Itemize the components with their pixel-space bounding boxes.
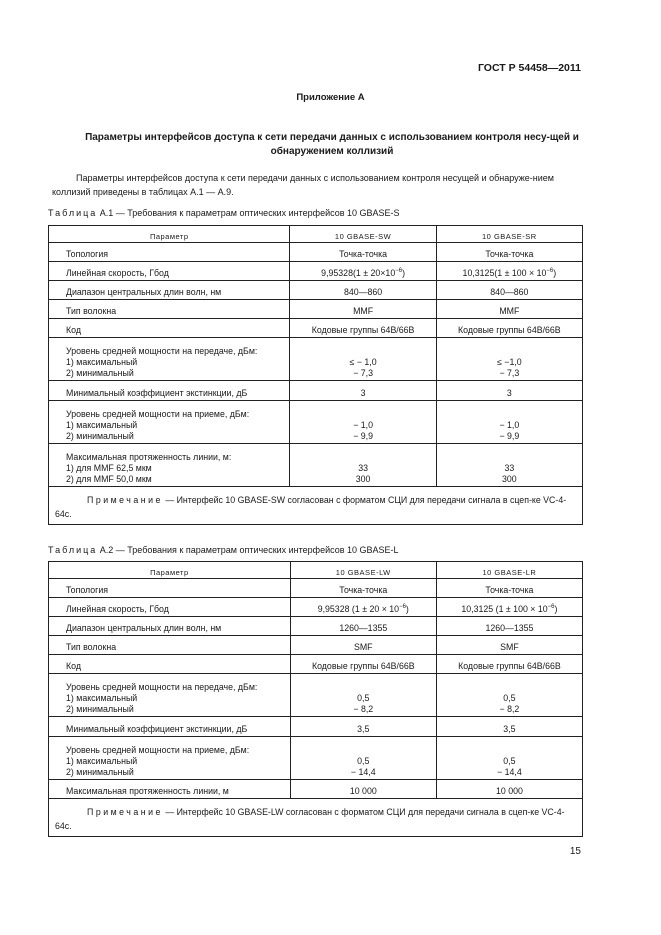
table-row: [49, 243, 583, 262]
param-cell: Линейная скорость, Гбод: [49, 262, 290, 281]
table-row: [49, 655, 583, 674]
value-cell: Кодовые группы 64B/66B: [436, 655, 582, 674]
value-cell: Кодовые группы 64B/66B: [436, 319, 582, 338]
param-cell: Тип волокна: [49, 300, 290, 319]
param-cell: Линейная скорость, Гбод: [49, 598, 291, 617]
table2-header-param: Параметр: [49, 562, 291, 579]
param-title: Уровень средней мощности на передаче, дБм:: [66, 682, 258, 692]
value-min: − 7,3: [499, 368, 520, 378]
value-text-end: ): [405, 604, 409, 614]
value-text-end: ): [402, 268, 405, 278]
value-1: 33: [358, 463, 368, 473]
note-lead: Примечание: [87, 807, 163, 817]
value-2: 300: [502, 474, 517, 484]
param-title: Уровень средней мощности на передаче, дБм:: [66, 346, 258, 356]
param-title: Уровень средней мощности на приеме, дБм:: [66, 745, 250, 755]
table-row: [49, 319, 583, 338]
value-max: 0,5: [357, 756, 370, 766]
value-max: ≤ −1,0: [497, 357, 522, 367]
table2-caption: [48, 545, 399, 555]
value-cell: 3,5: [290, 717, 436, 737]
value-min: − 9,9: [353, 431, 373, 441]
param-cell: Топология: [49, 579, 291, 598]
value-text-end: ): [554, 604, 558, 614]
param-cell: Топология: [49, 243, 290, 262]
param-sub-min: 2) минимальный: [66, 431, 134, 441]
param-cell: Минимальный коэффициент экстинкции, дБ: [49, 381, 290, 401]
param-cell: [49, 737, 291, 780]
value-cell: 840—860: [290, 281, 436, 300]
table-row: [49, 300, 583, 319]
param-cell: Максимальная протяженность линии, м: [49, 780, 291, 799]
value-cell: Кодовые группы 64B/66B: [290, 319, 436, 338]
value-exponent: −6: [547, 604, 555, 610]
value-cell: [290, 598, 436, 617]
value-cell: [290, 262, 436, 281]
value-cell: 10 000: [436, 780, 582, 799]
value-cell: [290, 338, 436, 381]
param-sub-2: 2) для MMF 50,0 мкм: [66, 474, 152, 484]
table1-caption-lead: Таблица: [48, 208, 98, 218]
value-cell: 3: [436, 381, 582, 401]
param-cell: Код: [49, 655, 291, 674]
param-sub-min: 2) минимальный: [66, 767, 134, 777]
table2-caption-lead: Таблица: [48, 545, 98, 555]
table1-note-row: [49, 487, 583, 525]
param-sub-max: 1) максимальный: [66, 693, 138, 703]
value-cell: [436, 401, 582, 444]
value-max: 0,5: [503, 756, 516, 766]
param-cell: Диапазон центральных длин волн, нм: [49, 281, 290, 300]
table1-note: [49, 487, 583, 525]
table-row: [49, 579, 583, 598]
param-sub-min: 2) минимальный: [66, 368, 134, 378]
value-cell: Точка-точка: [436, 579, 582, 598]
note-text: — Интерфейс 10 GBASE-LW согласован с форматом СЦИ для передачи сигнала в сцеп-ке VC-4-64c.: [55, 807, 565, 831]
value-cell: 3: [290, 381, 436, 401]
param-cell: Код: [49, 319, 290, 338]
value-max: − 1,0: [353, 420, 373, 430]
value-exponent: −6: [399, 604, 406, 610]
table2-caption-text: А.2 — Требования к параметрам оптических интерфейсов 10 GBASE-L: [97, 545, 399, 555]
table-row: [49, 617, 583, 636]
note-text: — Интерфейс 10 GBASE-SW согласован с форматом СЦИ для передачи сигнала в сцеп-ке VC-4-64c.: [55, 495, 567, 519]
table-a1: [48, 225, 583, 525]
param-sub-1: 1) для MMF 62,5 мкм: [66, 463, 152, 473]
value-cell: [436, 598, 582, 617]
value-text: 10,3125 (1 ± 100 × 10: [461, 604, 548, 614]
table-row: [49, 674, 583, 717]
value-cell: 10 000: [290, 780, 436, 799]
value-cell: [436, 444, 582, 487]
document-standard-number: ГОСТ Р 54458—2011: [477, 62, 581, 74]
page-number: 15: [569, 846, 581, 857]
table2-note: [49, 799, 583, 837]
table2-header-row: [49, 562, 583, 579]
value-2: 300: [355, 474, 371, 484]
param-sub-max: 1) максимальный: [66, 756, 138, 766]
table2-header-lw: 10 GBASE-LW: [290, 562, 436, 579]
value-cell: [436, 674, 582, 717]
value-min: − 14,4: [350, 767, 376, 777]
value-min: − 7,3: [353, 368, 373, 378]
table-row: [49, 281, 583, 300]
value-cell: 1260—1355: [436, 617, 582, 636]
value-exponent: −6: [546, 268, 554, 274]
param-sub-min: 2) минимальный: [66, 704, 134, 714]
value-cell: [290, 674, 436, 717]
table-row: [49, 444, 583, 487]
param-cell: Тип волокна: [49, 636, 291, 655]
intro-paragraph: Параметры интерфейсов доступа к сети передачи данных с использованием контроля несущей и обнаруже-нием коллизий приведены в таблицах А.1 — А.9.: [52, 173, 554, 197]
param-sub-max: 1) максимальный: [66, 420, 138, 430]
table1-header-sr: 10 GBASE-SR: [436, 226, 582, 243]
table-row: [49, 737, 583, 780]
param-cell: [49, 674, 291, 717]
value-max: 0,5: [357, 693, 370, 703]
value-max: 0,5: [503, 693, 516, 703]
value-min: − 9,9: [499, 431, 520, 441]
param-cell: Диапазон центральных длин волн, нм: [49, 617, 291, 636]
value-text: 9,95328 (1 ± 20 × 10: [317, 604, 400, 614]
value-cell: Точка-точка: [290, 243, 436, 262]
value-cell: [290, 401, 436, 444]
param-title: Уровень средней мощности на приеме, дБм:: [66, 409, 250, 419]
table-row: [49, 780, 583, 799]
table-row: [49, 381, 583, 401]
value-text: 9,95328(1 ± 20×10: [321, 268, 396, 278]
value-cell: [436, 338, 582, 381]
value-cell: [290, 444, 436, 487]
value-cell: 3,5: [436, 717, 582, 737]
table1-header-sw: 10 GBASE-SW: [290, 226, 436, 243]
table-row: [49, 338, 583, 381]
note-lead: Примечание: [87, 495, 163, 505]
value-text: 10,3125(1 ± 100 × 10: [462, 268, 547, 278]
table-row: [49, 598, 583, 617]
param-sub-max: 1) максимальный: [66, 357, 138, 367]
table1-header-row: [49, 226, 583, 243]
value-cell: Кодовые группы 64B/66B: [290, 655, 436, 674]
value-cell: SMF: [436, 636, 582, 655]
value-exponent: −6: [395, 268, 403, 274]
value-cell: MMF: [436, 300, 582, 319]
table1-header-param: Параметр: [49, 226, 290, 243]
value-cell: 1260—1355: [290, 617, 436, 636]
value-min: − 8,2: [499, 704, 520, 714]
table1-caption-text: А.1 — Требования к параметрам оптических интерфейсов 10 GBASE-S: [97, 208, 400, 218]
param-cell: [49, 338, 290, 381]
table-row: [49, 401, 583, 444]
value-cell: [290, 737, 436, 780]
table2-header-lr: 10 GBASE-LR: [436, 562, 582, 579]
appendix-title: Приложение А: [296, 92, 365, 103]
value-1: 33: [504, 463, 515, 473]
value-cell: MMF: [290, 300, 436, 319]
value-cell: [436, 737, 582, 780]
table-row: [49, 262, 583, 281]
value-cell: [436, 262, 582, 281]
value-min: − 8,2: [353, 704, 374, 714]
value-max: − 1,0: [499, 420, 520, 430]
param-cell: [49, 444, 290, 487]
value-cell: Точка-точка: [290, 579, 436, 598]
value-cell: SMF: [290, 636, 436, 655]
param-cell: Минимальный коэффициент экстинкции, дБ: [49, 717, 291, 737]
table-row: [49, 636, 583, 655]
param-cell: [49, 401, 290, 444]
value-max: ≤ − 1,0: [349, 357, 377, 367]
table-a2: [48, 561, 583, 837]
section-title: Параметры интерфейсов доступа к сети передачи данных с использованием контроля несу-щей и обнаружением коллизий: [85, 132, 579, 157]
value-cell: Точка-точка: [436, 243, 582, 262]
param-title: Максимальная протяженность линии, м:: [66, 452, 232, 462]
value-text-end: ): [553, 268, 557, 278]
value-cell: 840—860: [436, 281, 582, 300]
table-row: [49, 717, 583, 737]
value-min: − 14,4: [497, 767, 522, 777]
table1-caption: [48, 208, 400, 218]
table2-note-row: [49, 799, 583, 837]
